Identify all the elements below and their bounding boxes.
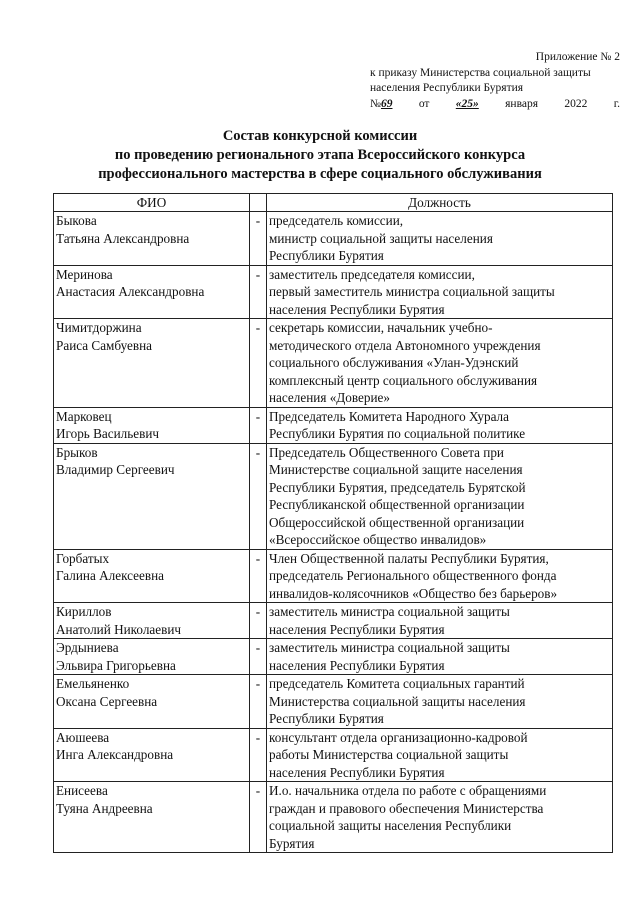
member-surname: Эрдыниева [56, 640, 119, 655]
from-label: от [418, 97, 430, 110]
title-line-3: профессионального мастерства в сфере социального обслуживания [98, 166, 542, 182]
member-surname: Кириллов [56, 604, 112, 619]
table-row [54, 639, 613, 675]
dash-cell: - [250, 212, 267, 266]
member-name-cell [54, 212, 250, 266]
position-line: Бурятия [269, 835, 315, 851]
position-line: населения Республики Бурятия [269, 657, 445, 673]
appendix-ministry: населения Республики Бурятия [370, 82, 524, 94]
table-row [54, 549, 613, 603]
member-given-names: Игорь Васильевич [56, 426, 160, 441]
position-line: социального обслуживания «Улан-Удэнский [269, 355, 519, 370]
appendix-block [370, 50, 620, 112]
position-line: председатель комиссии, [269, 213, 404, 228]
member-surname: Горбатых [56, 550, 110, 566]
member-position-cell [267, 603, 613, 639]
position-line: Республики Бурятия, председатель Бурятской [269, 479, 526, 495]
position-line: консультант отдела организационно-кадровой [269, 729, 528, 745]
position-line: Член Общественной палаты Республики Бурятия, [269, 550, 549, 566]
member-position-cell [267, 265, 613, 319]
position-line: И.о. начальника отдела по работе с обращениями [269, 783, 547, 798]
position-line: Республики Бурятия [269, 248, 384, 263]
order-year: 2022 [564, 97, 588, 110]
member-position-cell [267, 319, 613, 408]
member-given-names: Анастасия Александровна [56, 284, 205, 299]
dash-cell: - [250, 319, 267, 408]
member-given-names: Туяна Андреевна [56, 800, 153, 816]
member-surname: Брыков [56, 444, 98, 460]
member-name-cell [54, 407, 250, 443]
position-line: председатель Комитета социальных гарантий [269, 676, 525, 691]
handwritten-day: «25» [455, 97, 479, 110]
position-line: Министерстве социальной защите населения [269, 462, 523, 477]
dash-cell: - [250, 265, 267, 319]
table-row [54, 443, 613, 549]
dash-cell: - [250, 639, 267, 675]
table-row [54, 407, 613, 443]
header-name: ФИО [54, 194, 250, 212]
dash-cell: - [250, 407, 267, 443]
member-surname: Быкова [56, 213, 97, 228]
table-row [54, 265, 613, 319]
position-line: Министерства социальной защиты населения [269, 693, 526, 709]
member-surname: Енисеева [56, 783, 108, 798]
commission-table [53, 193, 613, 853]
position-line: граждан и правового обеспечения Министерства [269, 800, 544, 816]
member-surname: Чимитдоржина [56, 320, 142, 335]
member-name-cell [54, 782, 250, 853]
table-row [54, 603, 613, 639]
table-row [54, 212, 613, 266]
order-number-line [370, 97, 620, 113]
handwritten-number: 69 [380, 97, 393, 110]
member-name-cell [54, 265, 250, 319]
position-line: секретарь комиссии, начальник учебно- [269, 320, 493, 335]
position-line: методического отдела Автономного учреждения [269, 337, 541, 353]
position-line: заместитель председателя комиссии, [269, 266, 475, 282]
table-header-row [54, 194, 613, 212]
member-name-cell [54, 443, 250, 549]
order-month: января [505, 97, 539, 110]
member-position-cell [267, 443, 613, 549]
table-row [54, 728, 613, 782]
member-given-names: Раиса Самбуевна [56, 337, 153, 353]
table-row [54, 675, 613, 729]
position-line: председатель Регионального общественного фонда [269, 568, 557, 583]
member-position-cell [267, 549, 613, 603]
member-given-names: Татьяна Александровна [56, 230, 190, 246]
table-row [54, 782, 613, 853]
dash-cell: - [250, 675, 267, 729]
document-title [0, 127, 640, 184]
position-line: Общероссийской общественной организации [269, 514, 525, 530]
member-name-cell [54, 639, 250, 675]
member-position-cell [267, 212, 613, 266]
appendix-title: Приложение № 2 [535, 51, 620, 63]
member-name-cell [54, 728, 250, 782]
member-surname: Меринова [56, 266, 113, 282]
dash-cell: - [250, 603, 267, 639]
position-line: населения Республики Бурятия [269, 764, 445, 780]
header-dash [250, 194, 267, 212]
dash-cell: - [250, 549, 267, 603]
title-line-2: по проведению регионального этапа Всероссийского конкурса [114, 147, 526, 163]
position-line: Республики Бурятия [269, 711, 384, 726]
position-line: инвалидов-колясочников «Общество без барьеров» [269, 585, 558, 601]
position-line: населения «Доверие» [269, 390, 390, 405]
position-line: министр социальной защиты населения [269, 230, 493, 246]
member-name-cell [54, 675, 250, 729]
member-position-cell [267, 675, 613, 729]
header-position: Должность [267, 194, 613, 212]
member-given-names: Эльвира Григорьевна [56, 657, 176, 673]
member-given-names: Владимир Сергеевич [56, 462, 175, 477]
dash-cell: - [250, 782, 267, 853]
member-given-names: Оксана Сергеевна [56, 693, 158, 709]
member-name-cell [54, 549, 250, 603]
member-name-cell [54, 319, 250, 408]
year-suffix: г. [613, 97, 620, 110]
member-given-names: Галина Алексеевна [56, 568, 165, 583]
position-line: социальной защиты населения Республики [269, 818, 512, 833]
member-given-names: Инга Александровна [56, 747, 174, 762]
order-number: №69 [370, 97, 393, 110]
position-line: первый заместитель министра социальной защиты [269, 284, 555, 299]
position-line: Председатель Общественного Совета при [269, 444, 504, 460]
title-line-1: Состав конкурсной комиссии [222, 128, 418, 144]
member-surname: Марковец [56, 408, 112, 424]
dash-cell: - [250, 443, 267, 549]
member-surname: Емельяненко [56, 676, 130, 691]
position-line: заместитель министра социальной защиты [269, 640, 510, 655]
member-surname: Аюшеева [56, 729, 110, 745]
member-position-cell [267, 728, 613, 782]
member-position-cell [267, 407, 613, 443]
position-line: населения Республики Бурятия [269, 301, 445, 317]
dash-cell: - [250, 728, 267, 782]
position-line: заместитель министра социальной защиты [269, 604, 510, 619]
appendix-order-ref: к приказу Министерства социальной защиты [370, 66, 591, 79]
position-line: Республиканской общественной организации [269, 497, 525, 512]
position-line: Председатель Комитета Народного Хурала [269, 408, 509, 424]
table-row [54, 319, 613, 408]
position-line: Республики Бурятия по социальной политике [269, 426, 526, 441]
position-line: «Всероссийское общество инвалидов» [269, 532, 487, 547]
member-position-cell [267, 782, 613, 853]
position-line: комплексный центр социального обслуживания [269, 372, 538, 388]
member-name-cell [54, 603, 250, 639]
member-position-cell [267, 639, 613, 675]
position-line: работы Министерства социальной защиты [269, 747, 509, 762]
position-line: населения Республики Бурятия [269, 621, 445, 637]
member-given-names: Анатолий Николаевич [56, 621, 182, 637]
